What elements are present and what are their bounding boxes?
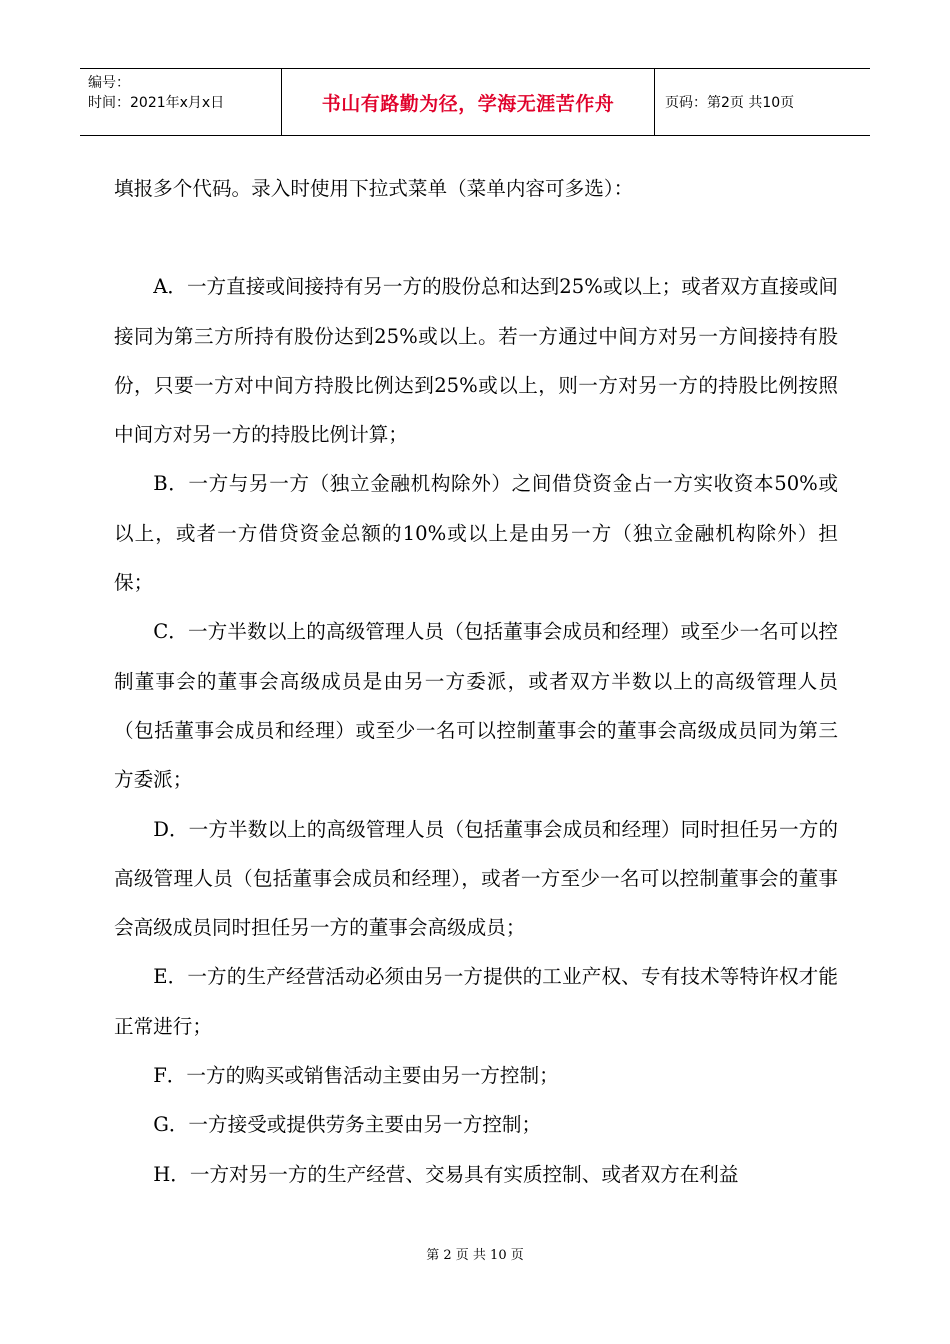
page-header — [80, 68, 870, 136]
list-item-h: H．一方对另一方的生产经营、交易具有实质控制、或者双方在利益 — [153, 1162, 739, 1186]
footer-page-number: 第 2 页 共 10 页 — [426, 1248, 524, 1263]
list-item-c: C．一方半数以上的高级管理人员（包括董事会成员和经理）或至少一名可以控制董事会的董事会高级成员是由另一方委派，或者双方半数以上的高级管理人员（包括董事会成员和经理）或至少一名可以控制董事会的董事会高级成员同为第三方委派； — [114, 620, 838, 792]
header-page-info: 页码：第2页 共10页 — [665, 95, 795, 111]
header-motto: 书山有路勤为径，学海无涯苦作舟 — [321, 92, 615, 115]
list-item-e: E．一方的生产经营活动必须由另一方提供的工业产权、专有技术等特许权才能正常进行； — [114, 965, 838, 1038]
intro-paragraph: 填报多个代码。录入时使用下拉式菜单（菜单内容可多选）： — [114, 177, 634, 200]
header-motto-cell — [282, 69, 655, 135]
list-item-f: F．一方的购买或销售活动主要由另一方控制； — [153, 1064, 559, 1088]
header-meta-cell — [80, 69, 282, 135]
list-item-g: G．一方接受或提供劳务主要由另一方控制； — [153, 1113, 542, 1137]
document-body — [114, 164, 838, 1199]
document-date: 时间：2021年x月x日 — [88, 95, 225, 111]
header-page-cell — [655, 69, 870, 135]
list-item-a: A．一方直接或间接持有另一方的股份总和达到25%或以上；或者双方直接或间接同为第三方所持有股份达到25%或以上。若一方通过中间方对另一方间接持有股份，只要一方对中间方持股比例达到25%或以上，则一方对另一方的持股比例按照中间方对另一方的持股比例计算； — [114, 275, 838, 447]
document-number-label: 编号： — [88, 75, 130, 91]
list-item-b: B．一方与另一方（独立金融机构除外）之间借贷资金占一方实收资本50%或以上，或者一方借贷资金总额的10%或以上是由另一方（独立金融机构除外）担保； — [114, 472, 838, 595]
page-footer — [0, 1244, 950, 1263]
list-item-d: D．一方半数以上的高级管理人员（包括董事会成员和经理）同时担任另一方的高级管理人员（包括董事会成员和经理），或者一方至少一名可以控制董事会的董事会高级成员同时担任另一方的董事会高级成员； — [114, 817, 838, 940]
